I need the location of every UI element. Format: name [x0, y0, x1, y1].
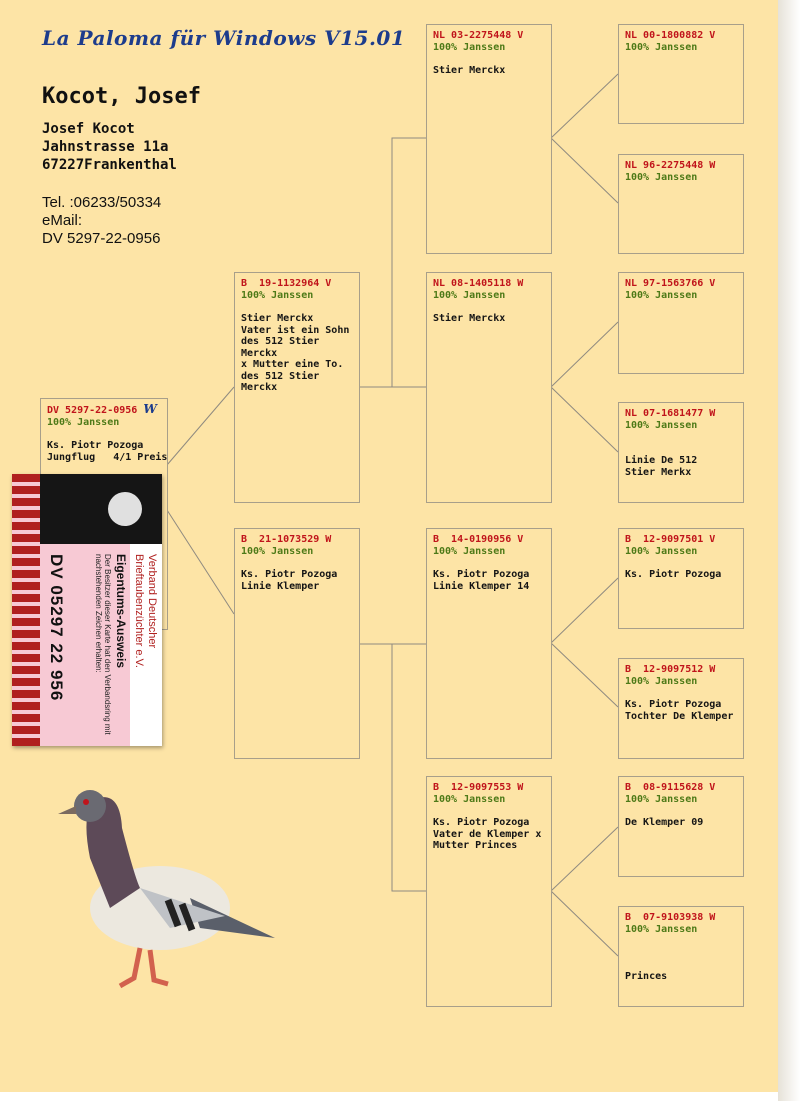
card-pattern-stripe: [12, 474, 26, 746]
breed-label: 100% Janssen: [625, 793, 698, 805]
connector-line: [359, 644, 426, 891]
connector-line: [167, 387, 234, 465]
org-line: Verband Deutscher: [146, 554, 158, 649]
great-grandparent-box: [618, 906, 744, 1007]
connector-line: [551, 138, 618, 203]
pigeon-info: Ks. Piotr Pozoga Tochter De Klemper: [625, 699, 734, 722]
ring-number: NL 97-1563766 V: [625, 278, 716, 289]
grandparent-box: [426, 24, 552, 254]
pigeon-legs: [120, 948, 168, 986]
card-fine-print: Der Besitzer dieser Karte hat den Verbandsring mit nachstehenden Zeichen erhalten:: [94, 554, 112, 735]
connector-line: [551, 578, 618, 643]
breed-label: 100% Janssen: [47, 416, 120, 428]
grandparent-box: [426, 528, 552, 759]
connector-line: [551, 643, 618, 707]
ring-number: NL 07-1681477 W: [625, 408, 716, 419]
ring-number: NL 00-1800882 V: [625, 30, 716, 41]
connector-line: [167, 510, 234, 614]
connector-line: [551, 74, 618, 138]
great-grandparent-box: [618, 24, 744, 124]
ring-number: B 19-1132964 V: [241, 278, 332, 289]
owner-name: Kocot, Josef: [42, 84, 201, 109]
pigeon-eye: [83, 799, 89, 805]
ring-number: B 08-9115628 V: [625, 782, 716, 793]
pigeon-illustration: [50, 788, 280, 998]
breed-label: 100% Janssen: [433, 545, 506, 557]
pigeon-beak: [58, 806, 76, 814]
ring-number: NL 03-2275448 V: [433, 30, 524, 41]
breed-label: 100% Janssen: [625, 171, 698, 183]
breed-label: 100% Janssen: [625, 923, 698, 935]
pigeon-info: Princes: [625, 971, 668, 982]
grandparent-box: [426, 776, 552, 1007]
sex-mark: W: [143, 402, 157, 416]
breed-label: 100% Janssen: [625, 545, 698, 557]
breed-label: 100% Janssen: [625, 675, 698, 687]
card-organization: [132, 554, 158, 744]
card-title: Eigentums-Ausweis: [114, 554, 128, 669]
great-grandparent-box: [618, 776, 744, 877]
breed-label: 100% Janssen: [625, 289, 698, 301]
ring-number: B 12-9097553 W: [433, 782, 524, 793]
great-grandparent-box: [618, 402, 744, 503]
address-line: 67227Frankenthal: [42, 157, 177, 173]
connector-line: [551, 827, 618, 891]
pigeon-info: Stier Merckx Vater ist ein Sohn des 512 Stier Merckx x Mutter eine To. des 512 Stier Merckx: [241, 313, 350, 393]
great-grandparent-box: [618, 272, 744, 374]
sire-box: [234, 272, 360, 503]
ring-number: B 12-9097512 W: [625, 664, 716, 675]
software-logo: La Paloma für Windows V15.01: [42, 26, 406, 50]
ring-number: B 07-9103938 W: [625, 912, 716, 923]
pigeon-info: Linie De 512 Stier Merkx: [625, 455, 698, 478]
ownership-card-content: [12, 474, 162, 746]
pigeon-info: Stier Merckx: [433, 313, 506, 324]
connector-line: [551, 891, 618, 956]
pigeon-info: Ks. Piotr Pozoga Vater de Klemper x Mutter Princes: [433, 817, 542, 851]
breed-label: 100% Janssen: [625, 41, 698, 53]
ring-number: B 12-9097501 V: [625, 534, 716, 545]
address-line: Josef Kocot: [42, 121, 135, 137]
great-grandparent-box: [618, 658, 744, 759]
connector-line: [551, 322, 618, 387]
breed-label: 100% Janssen: [433, 41, 506, 53]
pigeon-info: Ks. Piotr Pozoga Linie Klemper: [241, 569, 338, 592]
connector-line: [359, 138, 426, 387]
pigeon-info: Ks. Piotr Pozoga: [625, 569, 722, 580]
card-ring-number: DV 05297 22 956: [47, 554, 66, 702]
breed-label: 100% Janssen: [433, 793, 506, 805]
dove-logo-icon: [108, 492, 142, 526]
ring-number: B 21-1073529 W: [241, 534, 332, 545]
breed-label: 100% Janssen: [241, 289, 314, 301]
card-pattern-stripe: [26, 474, 40, 746]
connector-line: [551, 387, 618, 452]
ring-number: B 14-0190956 V: [433, 534, 524, 545]
great-grandparent-box: [618, 528, 744, 629]
org-line: Brieftaubenzüchter e.V.: [133, 554, 145, 668]
breed-label: 100% Janssen: [625, 419, 698, 431]
ownership-card: [12, 474, 162, 746]
breeder-name: Ks. Piotr Pozoga: [47, 440, 144, 451]
contact-phone: Tel. :06233/50334: [42, 194, 162, 211]
pigeon-head: [74, 790, 106, 822]
breed-label: 100% Janssen: [241, 545, 314, 557]
contact-ring-id: DV 5297-22-0956: [42, 230, 161, 247]
pigeon-info: Ks. Piotr Pozoga Linie Klemper 14: [433, 569, 530, 592]
address-line: Jahnstrasse 11a: [42, 139, 169, 155]
pigeon-info: Stier Merckx: [433, 65, 506, 76]
ring-number: NL 08-1405118 W: [433, 278, 524, 289]
contact-email: eMail:: [42, 212, 83, 229]
ring-number: DV 5297-22-0956 W: [47, 402, 157, 416]
great-grandparent-box: [618, 154, 744, 254]
breed-label: 100% Janssen: [433, 289, 506, 301]
grandparent-box: [426, 272, 552, 503]
pigeon-info: De Klemper 09: [625, 817, 704, 828]
ring-number: NL 96-2275448 W: [625, 160, 716, 171]
achievement: Jungflug 4/1 Preis: [47, 451, 168, 463]
dam-box: [234, 528, 360, 759]
